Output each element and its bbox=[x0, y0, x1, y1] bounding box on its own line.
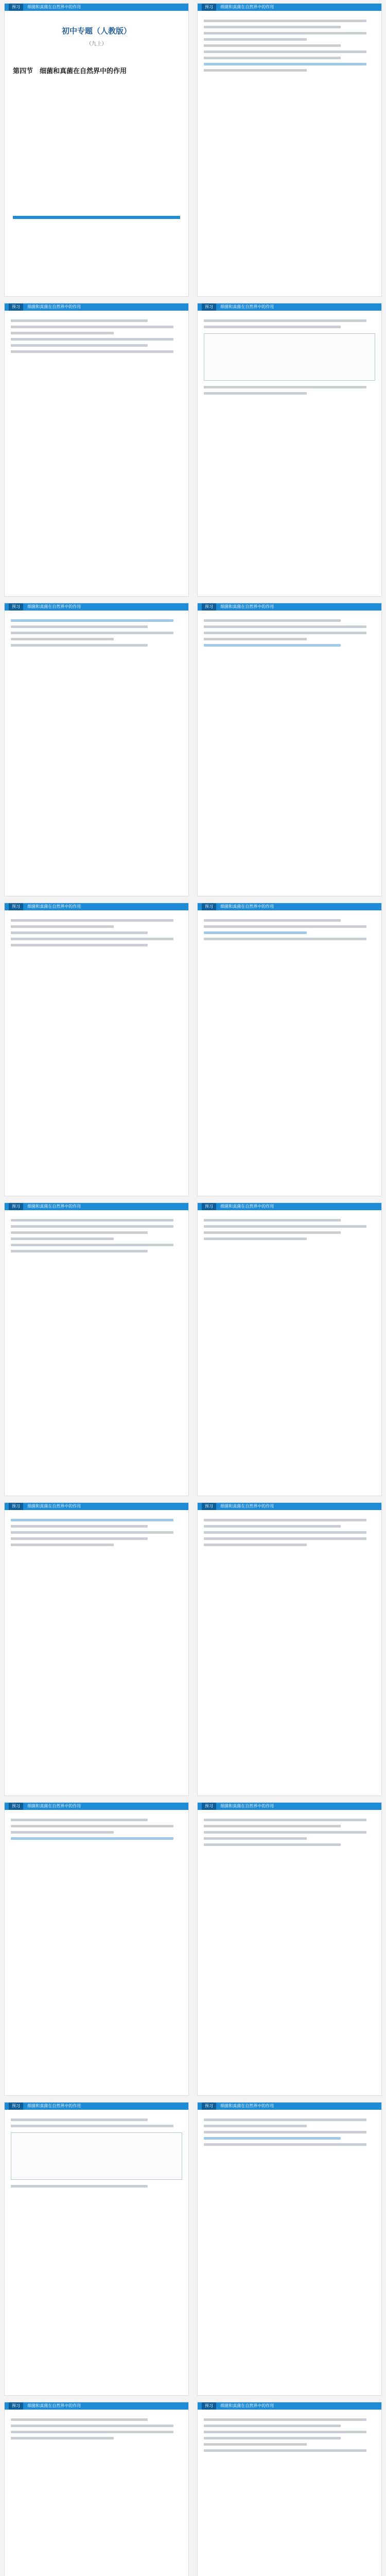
header-tag: 预习 bbox=[202, 1503, 216, 1510]
header-tag: 预习 bbox=[202, 2402, 216, 2410]
header-tag: 预习 bbox=[202, 1203, 216, 1210]
header-tag: 预习 bbox=[9, 2402, 23, 2410]
header-text: 细菌和真菌在自然界中的作用 bbox=[220, 1804, 274, 1808]
slide-header bbox=[5, 2103, 188, 2110]
slide-header bbox=[198, 2402, 381, 2410]
slide-header bbox=[198, 303, 381, 311]
header-tag: 预习 bbox=[202, 903, 216, 910]
header-tag: 预习 bbox=[9, 903, 23, 910]
slide-body bbox=[5, 2110, 188, 2196]
content-slide[interactable] bbox=[4, 1802, 189, 2096]
slide-header bbox=[198, 1203, 381, 1210]
slide-body bbox=[198, 611, 381, 655]
slide-header bbox=[198, 2103, 381, 2110]
diagram-box bbox=[11, 2132, 182, 2180]
slide-header bbox=[198, 903, 381, 910]
header-text: 细菌和真菌在自然界中的作用 bbox=[220, 1204, 274, 1209]
content-slide[interactable] bbox=[4, 2102, 189, 2396]
header-text: 细菌和真菌在自然界中的作用 bbox=[27, 904, 81, 909]
content-slide[interactable] bbox=[197, 603, 382, 896]
header-tag: 预习 bbox=[202, 603, 216, 611]
slide-header bbox=[5, 1503, 188, 1510]
header-text: 细菌和真菌在自然界中的作用 bbox=[27, 5, 81, 9]
slide-body bbox=[198, 11, 381, 80]
slide-header bbox=[198, 4, 381, 11]
slide-header bbox=[5, 903, 188, 910]
content-slide[interactable] bbox=[4, 2402, 189, 2576]
slide-header bbox=[5, 4, 188, 11]
header-tag: 预习 bbox=[9, 1803, 23, 1810]
content-slide[interactable] bbox=[197, 2102, 382, 2396]
header-tag: 预习 bbox=[9, 603, 23, 611]
title-bar bbox=[13, 216, 180, 219]
slide-header bbox=[5, 1203, 188, 1210]
lesson-title: 第四节 细菌和真菌在自然界中的作用 bbox=[13, 67, 127, 75]
title-slide[interactable] bbox=[4, 3, 189, 297]
header-tag: 预习 bbox=[202, 2103, 216, 2110]
header-text: 细菌和真菌在自然界中的作用 bbox=[220, 904, 274, 909]
slide-body bbox=[198, 2110, 381, 2155]
header-text: 细菌和真菌在自然界中的作用 bbox=[27, 1804, 81, 1808]
slide-header bbox=[5, 2402, 188, 2410]
content-slide[interactable] bbox=[4, 1502, 189, 1796]
slide-header bbox=[198, 603, 381, 611]
header-tag: 预习 bbox=[202, 303, 216, 311]
content-slide[interactable] bbox=[197, 1802, 382, 2096]
slide-body bbox=[198, 1210, 381, 1249]
slide-body bbox=[198, 2410, 381, 2461]
slide-body bbox=[5, 1210, 188, 1261]
header-tag: 预习 bbox=[9, 303, 23, 311]
content-slide[interactable] bbox=[4, 1202, 189, 1496]
slide-body bbox=[5, 611, 188, 655]
content-slide[interactable] bbox=[4, 303, 189, 597]
content-slide[interactable] bbox=[197, 303, 382, 597]
content-slide[interactable] bbox=[197, 3, 382, 297]
slide-body bbox=[5, 1810, 188, 1849]
slide-body bbox=[198, 1510, 381, 1555]
header-text: 细菌和真菌在自然界中的作用 bbox=[27, 2104, 81, 2108]
header-text: 细菌和真菌在自然界中的作用 bbox=[220, 604, 274, 609]
header-text: 细菌和真菌在自然界中的作用 bbox=[27, 2403, 81, 2408]
slide-header bbox=[198, 1503, 381, 1510]
grade-subtitle: （九上） bbox=[86, 41, 107, 47]
slide-header bbox=[5, 1803, 188, 1810]
header-text: 细菌和真菌在自然界中的作用 bbox=[27, 604, 81, 609]
slide-body bbox=[198, 311, 381, 403]
slide-body bbox=[5, 1510, 188, 1555]
slide-body bbox=[5, 910, 188, 955]
slide-header bbox=[198, 1803, 381, 1810]
header-tag: 预习 bbox=[202, 1803, 216, 1810]
header-text: 细菌和真菌在自然界中的作用 bbox=[27, 1204, 81, 1209]
content-slide[interactable] bbox=[4, 903, 189, 1196]
content-slide[interactable] bbox=[197, 2402, 382, 2576]
content-slide[interactable] bbox=[197, 1202, 382, 1496]
header-tag: 预习 bbox=[9, 1203, 23, 1210]
slide-body bbox=[198, 1810, 381, 1855]
diagram-box bbox=[204, 333, 375, 381]
slide-body bbox=[198, 910, 381, 949]
header-tag: 预习 bbox=[9, 2103, 23, 2110]
header-tag: 预习 bbox=[9, 1503, 23, 1510]
series-title: 初中专题（人教版） bbox=[61, 27, 131, 36]
header-tag: 预习 bbox=[9, 4, 23, 11]
header-text: 细菌和真菌在自然界中的作用 bbox=[220, 5, 274, 9]
header-tag: 预习 bbox=[202, 4, 216, 11]
slide-header bbox=[5, 303, 188, 311]
header-text: 细菌和真菌在自然界中的作用 bbox=[220, 304, 274, 309]
content-slide[interactable] bbox=[197, 903, 382, 1196]
content-slide[interactable] bbox=[197, 1502, 382, 1796]
header-text: 细菌和真菌在自然界中的作用 bbox=[220, 1504, 274, 1509]
content-slide[interactable] bbox=[4, 603, 189, 896]
header-text: 细菌和真菌在自然界中的作用 bbox=[220, 2104, 274, 2108]
slide-body bbox=[5, 2410, 188, 2448]
header-text: 细菌和真菌在自然界中的作用 bbox=[220, 2403, 274, 2408]
header-text: 细菌和真菌在自然界中的作用 bbox=[27, 304, 81, 309]
slide-header bbox=[5, 603, 188, 611]
slide-body bbox=[5, 311, 188, 362]
header-text: 细菌和真菌在自然界中的作用 bbox=[27, 1504, 81, 1509]
